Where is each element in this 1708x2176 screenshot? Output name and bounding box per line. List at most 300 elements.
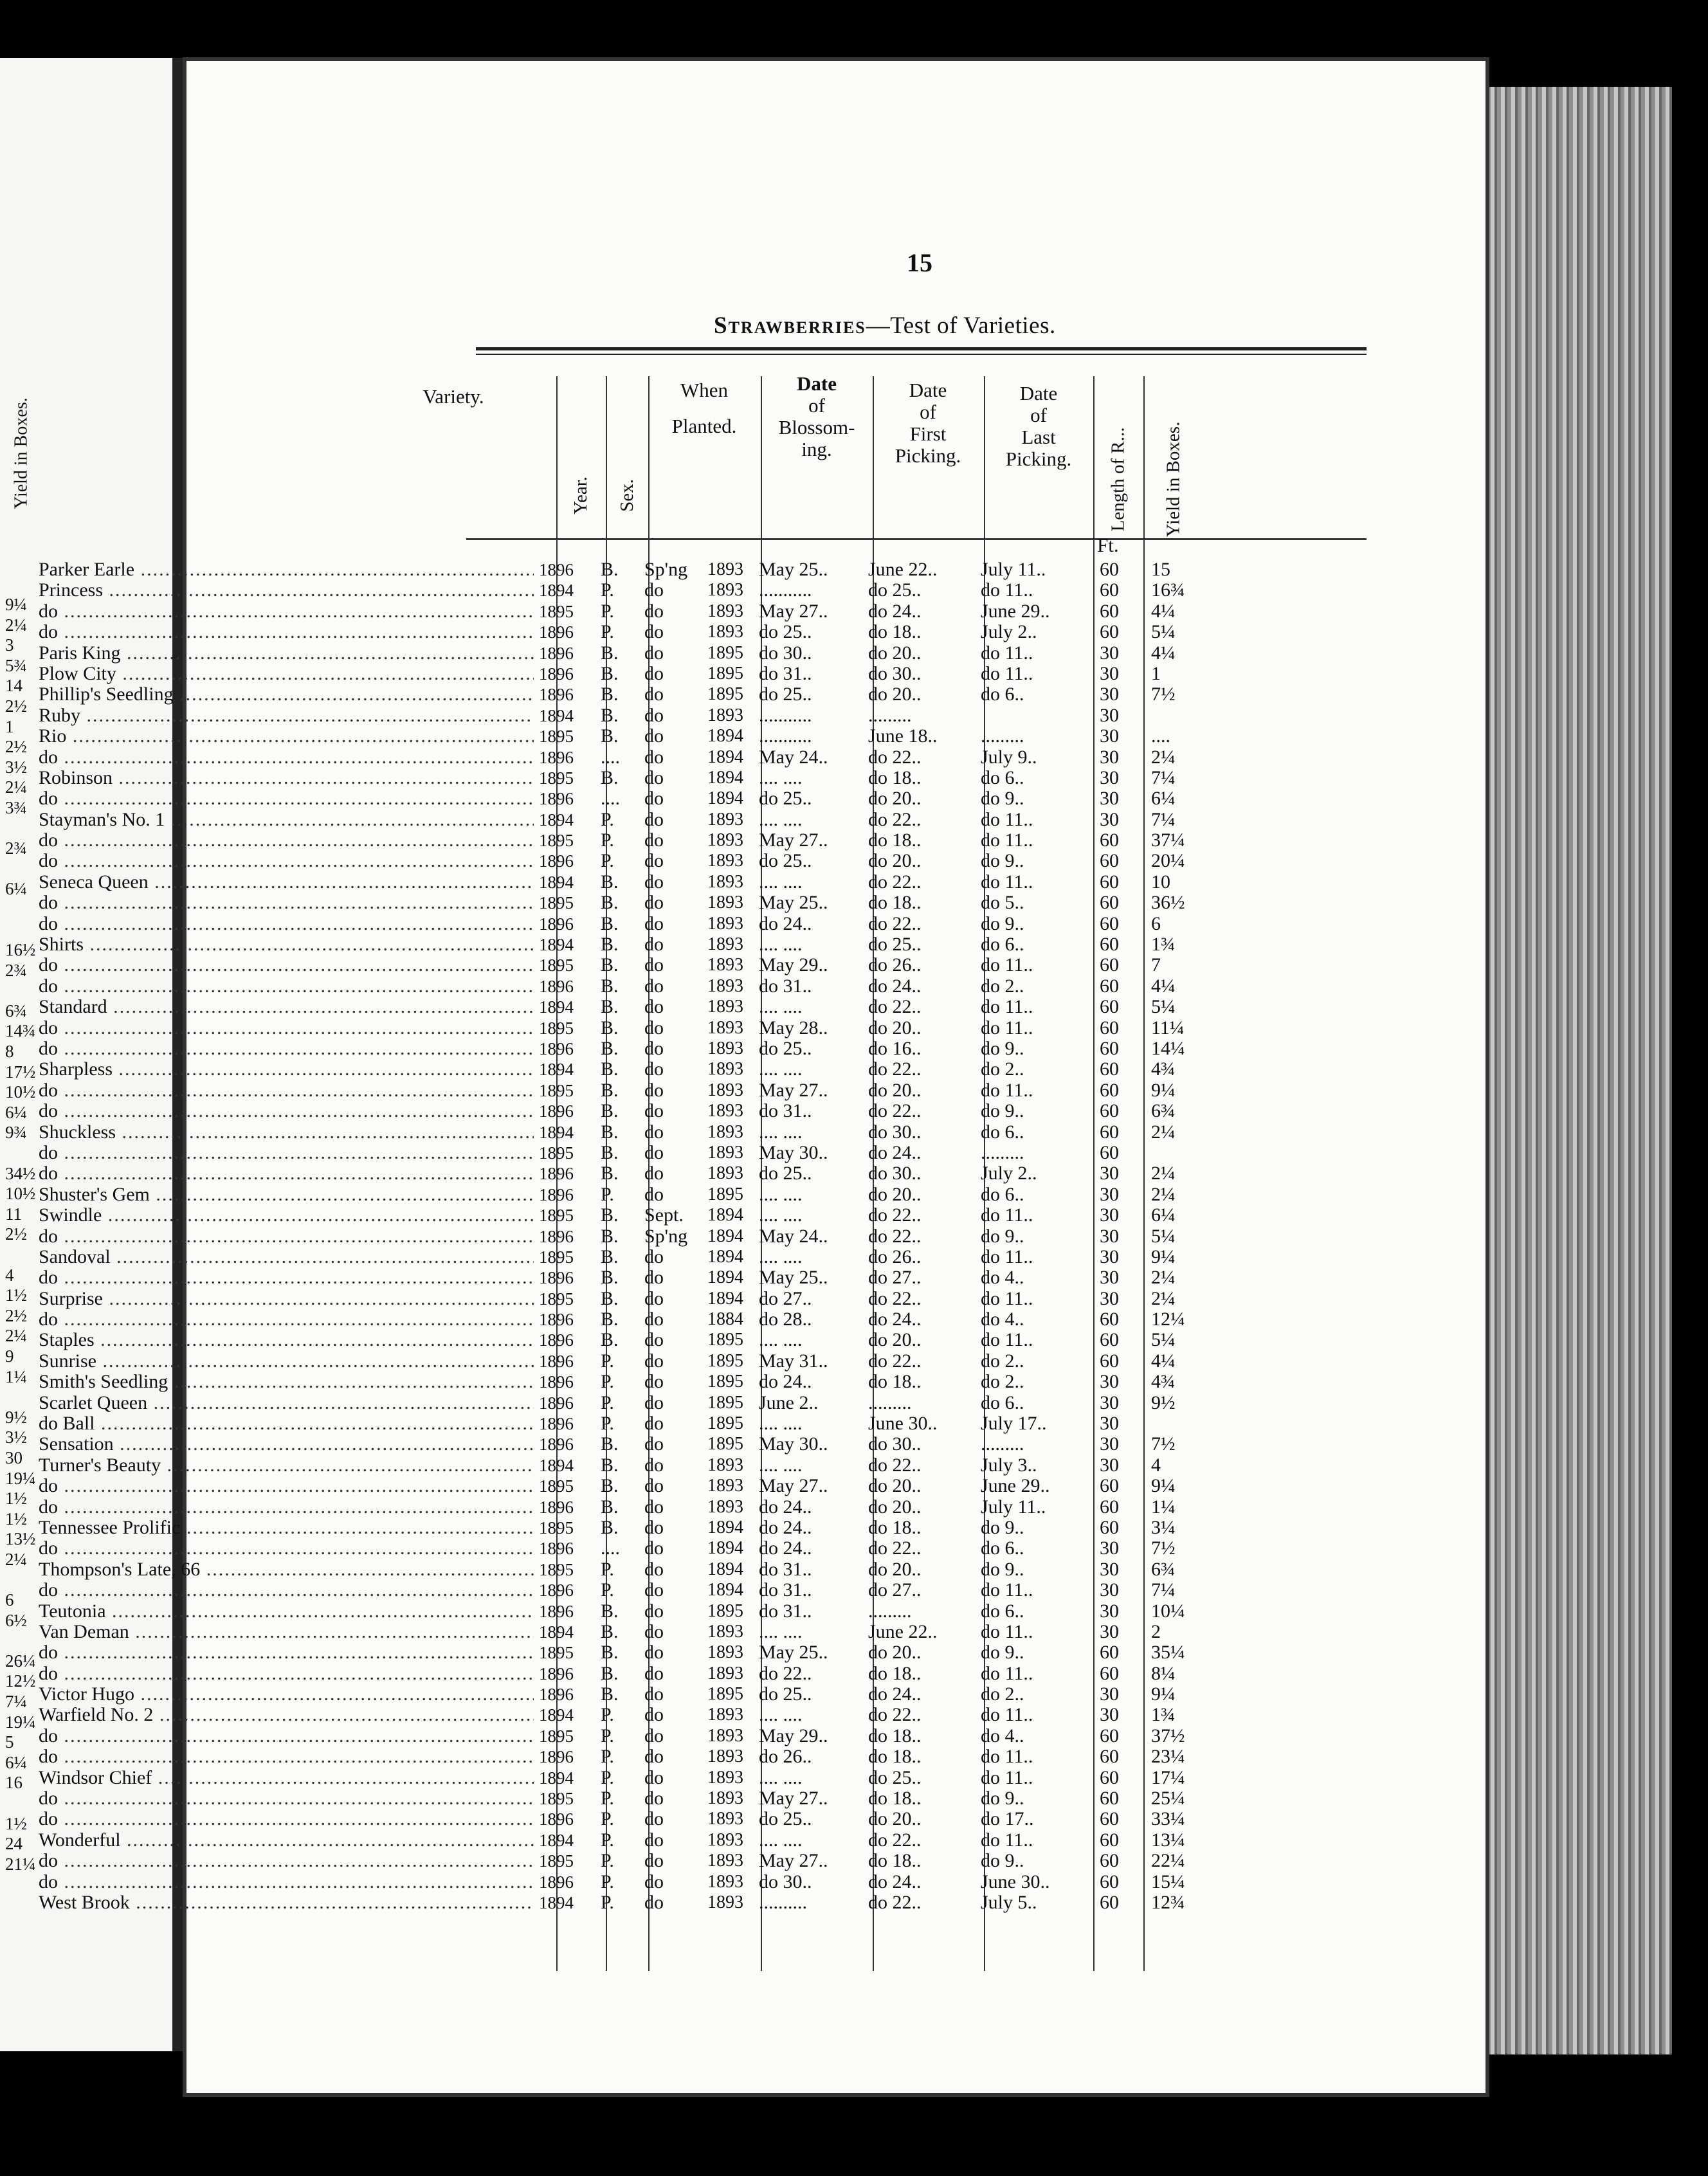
cell-length: 60: [1100, 1079, 1119, 1101]
cell-variety: Staples .....: [39, 1330, 534, 1350]
cell-length: 60: [1100, 1475, 1119, 1497]
cell-planted: do: [644, 1475, 664, 1497]
cell-variety: Paris King .....: [39, 643, 534, 664]
cell-first-picking: do 20..: [868, 684, 922, 705]
cell-length: 60: [1100, 1746, 1119, 1768]
cell-planted: do: [644, 996, 664, 1018]
table-row: [0, 1184, 1299, 1205]
cell-variety: do .....: [39, 851, 534, 871]
cell-length: 30: [1100, 1371, 1119, 1393]
cell-variety: Turner's Beauty .....: [39, 1455, 534, 1476]
table-row: [0, 1809, 1299, 1829]
cell-planted-year: 1893: [707, 705, 743, 725]
table-row: [0, 1684, 1299, 1705]
cell-length: 60: [1100, 1329, 1119, 1351]
cell-planted-year: 1893: [707, 601, 743, 621]
table-row: [0, 1038, 1299, 1059]
cell-yield: 36½: [1151, 892, 1185, 914]
table-row: [0, 1788, 1299, 1809]
table-row: [0, 955, 1299, 975]
cell-blossoming: .... ....: [759, 1620, 803, 1642]
cell-variety: do .....: [39, 1788, 534, 1809]
cell-last-picking: do 9..: [981, 1788, 1024, 1809]
cell-planted-year: 1895: [707, 1684, 743, 1705]
cell-planted: do: [644, 1496, 664, 1518]
cell-planted-year: 1894: [707, 1559, 743, 1579]
cell-blossoming: do 25..: [759, 1683, 812, 1705]
cell-yield: 37½: [1151, 1725, 1185, 1746]
left-margin-value: 1: [5, 716, 14, 736]
cell-first-picking: do 20..: [868, 1017, 922, 1038]
table-row: [0, 684, 1299, 705]
cell-year: 1894: [539, 997, 574, 1017]
left-margin-value: 2½: [5, 1224, 27, 1244]
cell-sex: P.: [601, 1350, 614, 1372]
cell-planted-year: 1895: [707, 1413, 743, 1434]
cell-first-picking: do 25..: [868, 1766, 922, 1788]
cell-yield: 7½: [1151, 1433, 1176, 1455]
cell-planted-year: 1893: [707, 1080, 743, 1100]
left-margin-value: 11: [5, 1204, 22, 1224]
cell-last-picking: June 29..: [981, 1475, 1050, 1497]
cell-planted: do: [644, 892, 664, 914]
header-yield: [1145, 402, 1203, 556]
cell-length: 30: [1100, 766, 1119, 788]
cell-planted: do: [644, 600, 664, 622]
cell-planted: do: [644, 1433, 664, 1455]
cell-yield: 7¼: [1151, 766, 1176, 788]
cell-first-picking: do 20..: [868, 788, 922, 810]
cell-length: 30: [1100, 662, 1119, 684]
cell-planted: do: [644, 621, 664, 643]
cell-variety: Ruby .....: [39, 705, 534, 726]
cell-year: 1896: [539, 1414, 574, 1434]
cell-first-picking: do 20..: [868, 1808, 922, 1830]
cell-length: 30: [1100, 808, 1119, 830]
table-row: [0, 1580, 1299, 1600]
cell-year: 1896: [539, 1310, 574, 1330]
cell-planted-year: 1895: [707, 1184, 743, 1204]
cell-sex: P.: [601, 1829, 614, 1851]
cell-variety: do .....: [39, 1726, 534, 1746]
left-margin-value: 14¾: [5, 1021, 36, 1041]
table-row: [0, 810, 1299, 830]
cell-first-picking: do 18..: [868, 1662, 922, 1684]
cell-variety: do .....: [39, 1476, 534, 1496]
cell-blossoming: do 24..: [759, 1516, 812, 1538]
cell-blossoming: do 25..: [759, 788, 812, 810]
title-smallcaps: Strawberries: [714, 313, 866, 339]
cell-variety: Teutonia .....: [39, 1601, 534, 1622]
cell-variety: do .....: [39, 1809, 534, 1829]
left-margin-value: 19¼: [5, 1712, 36, 1732]
cell-sex: B.: [601, 975, 619, 997]
cell-first-picking: do 20..: [868, 642, 922, 664]
cell-yield: 9¼: [1151, 1079, 1176, 1101]
cell-first-picking: do 30..: [868, 1121, 922, 1143]
cell-planted: do: [644, 850, 664, 872]
page-title: [714, 312, 1056, 340]
cell-last-picking: do 6..: [981, 1392, 1024, 1413]
table-row: [0, 1372, 1299, 1392]
cell-sex: B.: [601, 1433, 619, 1455]
cell-last-picking: July 11..: [981, 1496, 1046, 1518]
cell-sex: P.: [601, 579, 614, 601]
left-margin-value: 10½: [5, 1184, 36, 1204]
cell-yield: 5¼: [1151, 996, 1176, 1018]
header-yield-text: Yield in Boxes.: [1163, 421, 1184, 537]
cell-planted-year: 1893: [707, 997, 743, 1017]
table-row: [0, 747, 1299, 768]
cell-year: 1896: [539, 1330, 574, 1350]
cell-blossoming: do 31..: [759, 975, 812, 997]
cell-planted-year: 1894: [707, 1246, 743, 1267]
left-margin-value: 9¼: [5, 595, 27, 614]
cell-yield: 4¼: [1151, 975, 1176, 997]
cell-planted: do: [644, 1183, 664, 1205]
cell-variety: do .....: [39, 788, 534, 809]
cell-year: 1895: [539, 727, 574, 747]
cell-sex: B.: [601, 1037, 619, 1059]
cell-length: 60: [1100, 1662, 1119, 1684]
cell-first-picking: do 24..: [868, 1683, 922, 1705]
left-margin-value: 6½: [5, 1610, 27, 1630]
table-row: [0, 1518, 1299, 1538]
cell-first-picking: June 22..: [868, 559, 938, 580]
cell-planted: do: [644, 1246, 664, 1267]
cell-last-picking: do 2..: [981, 1683, 1024, 1705]
table-row: [0, 1434, 1299, 1455]
cell-sex: B.: [601, 704, 619, 726]
cell-planted: do: [644, 1808, 664, 1830]
cell-planted-year: 1893: [707, 871, 743, 892]
cell-blossoming: .... ....: [759, 934, 803, 956]
cell-blossoming: May 25..: [759, 1642, 828, 1664]
cell-planted: do: [644, 1683, 664, 1705]
cell-variety: do Ball .....: [39, 1413, 534, 1434]
cell-planted: Sp'ng: [644, 559, 688, 580]
cell-year: 1895: [539, 1726, 574, 1746]
cell-sex: ....: [601, 788, 620, 810]
cell-blossoming: May 24..: [759, 1225, 828, 1247]
cell-planted: do: [644, 1537, 664, 1559]
cell-blossoming: May 28..: [759, 1017, 828, 1038]
cell-length: 60: [1100, 559, 1119, 580]
cell-length: 60: [1100, 996, 1119, 1018]
cell-planted: do: [644, 1267, 664, 1289]
table-row: [0, 643, 1299, 664]
table-row: [0, 1018, 1299, 1038]
cell-last-picking: do 11..: [981, 1246, 1033, 1267]
cell-planted-year: 1893: [707, 1496, 743, 1517]
left-margin-value: 13½: [5, 1529, 36, 1549]
cell-last-picking: do 6..: [981, 766, 1024, 788]
cell-planted: do: [644, 1309, 664, 1330]
cell-sex: B.: [601, 871, 619, 893]
cell-planted-year: 1894: [707, 1580, 743, 1600]
cell-variety: do .....: [39, 1497, 534, 1518]
cell-sex: P.: [601, 1558, 614, 1580]
cell-blossoming: do 25..: [759, 1808, 812, 1830]
cell-planted-year: 1893: [707, 1725, 743, 1746]
table-row: [0, 1705, 1299, 1725]
cell-yield: 23¼: [1151, 1746, 1185, 1768]
table-row: [0, 1351, 1299, 1372]
cell-planted: do: [644, 746, 664, 768]
cell-length: 30: [1100, 1267, 1119, 1289]
table-row: [0, 1267, 1299, 1288]
cell-yield: 14¼: [1151, 1037, 1185, 1059]
cell-blossoming: do 31..: [759, 1579, 812, 1601]
cell-length: 60: [1100, 579, 1119, 601]
left-margin-value: 21¼: [5, 1854, 36, 1874]
cell-blossoming: .... ....: [759, 1704, 803, 1726]
cell-planted: do: [644, 975, 664, 997]
cell-planted-year: 1894: [707, 1205, 743, 1226]
cell-year: 1896: [539, 1747, 574, 1767]
cell-planted-year: 1895: [707, 1392, 743, 1413]
cell-length: 30: [1100, 1204, 1119, 1226]
cell-variety: Van Deman .....: [39, 1622, 534, 1642]
cell-year: 1895: [539, 768, 574, 788]
cell-last-picking: do 11..: [981, 1662, 1033, 1684]
table-row: [0, 1101, 1299, 1121]
cell-year: 1894: [539, 1830, 574, 1850]
left-margin-value: 2¼: [5, 615, 27, 635]
header-length: [1095, 408, 1142, 550]
table-row: [0, 1143, 1299, 1163]
cell-first-picking: do 20..: [868, 1329, 922, 1351]
cell-planted: do: [644, 704, 664, 726]
cell-sex: P.: [601, 1746, 614, 1768]
cell-length: 30: [1100, 1683, 1119, 1705]
cell-yield: 2¼: [1151, 746, 1176, 768]
cell-variety: do .....: [39, 1080, 534, 1101]
cell-planted: do: [644, 1829, 664, 1851]
cell-blossoming: May 25..: [759, 559, 828, 580]
left-margin-value: 5: [5, 1732, 14, 1752]
cell-sex: B.: [601, 1204, 619, 1226]
header-last-line1: Date: [1019, 382, 1058, 404]
cell-planted-year: 1893: [707, 893, 743, 913]
left-margin-value: 24: [5, 1834, 23, 1854]
cell-last-picking: do 6..: [981, 684, 1024, 705]
cell-planted-year: 1893: [707, 1621, 743, 1642]
cell-sex: P.: [601, 1392, 614, 1413]
cell-planted: do: [644, 1121, 664, 1143]
left-margin-value: 1½: [5, 1813, 27, 1833]
cell-year: 1896: [539, 1393, 574, 1413]
cell-year: 1896: [539, 976, 574, 996]
cell-yield: 7: [1151, 954, 1161, 976]
cell-first-picking: do 22..: [868, 871, 922, 893]
cell-year: 1894: [539, 1893, 574, 1912]
left-margin-value: 30: [5, 1447, 23, 1467]
left-margin-value: 9: [5, 1346, 14, 1366]
cell-sex: B.: [601, 1058, 619, 1080]
cell-sex: B.: [601, 1121, 619, 1143]
cell-year: 1896: [539, 664, 574, 684]
header-blossom-line3: Blossom-: [778, 416, 855, 439]
cell-blossoming: do 25..: [759, 850, 812, 872]
cell-year: 1896: [539, 1351, 574, 1371]
header-last-line3: Picking.: [1005, 448, 1072, 470]
cell-variety: Shirts .....: [39, 934, 534, 955]
cell-first-picking: do 22..: [868, 1225, 922, 1247]
cell-blossoming: May 29..: [759, 1725, 828, 1746]
cell-length: 60: [1100, 1141, 1119, 1163]
cell-planted: do: [644, 1725, 664, 1746]
cell-year: 1894: [539, 1060, 574, 1080]
cell-last-picking: do 9..: [981, 1037, 1024, 1059]
cell-variety: do .....: [39, 914, 534, 934]
cell-year: 1896: [539, 1581, 574, 1600]
left-margin-value: 3¾: [5, 797, 27, 817]
cell-last-picking: do 9..: [981, 788, 1024, 810]
cell-first-picking: do 22..: [868, 1058, 922, 1080]
cell-variety: Sharpless .....: [39, 1059, 534, 1080]
cell-blossoming: do 24..: [759, 912, 812, 934]
cell-sex: B.: [601, 1662, 619, 1684]
left-margin-value: 1½: [5, 1509, 27, 1528]
cell-sex: P.: [601, 1579, 614, 1601]
cell-planted-year: 1894: [707, 788, 743, 809]
cell-year: 1896: [539, 1685, 574, 1705]
cell-first-picking: do 18..: [868, 621, 922, 643]
cell-last-picking: do 11..: [981, 642, 1033, 664]
cell-variety: do .....: [39, 1642, 534, 1663]
cell-yield: 9½: [1151, 1392, 1176, 1413]
cell-planted: do: [644, 808, 664, 830]
cell-year: 1895: [539, 1559, 574, 1579]
cell-length: 60: [1100, 600, 1119, 622]
cell-sex: B.: [601, 1309, 619, 1330]
cell-blossoming: .... ....: [759, 1204, 803, 1226]
cell-blossoming: May 29..: [759, 954, 828, 976]
left-margin-value: 2¼: [5, 1326, 27, 1346]
cell-length: 60: [1100, 1850, 1119, 1872]
cell-planted: do: [644, 1350, 664, 1372]
cell-planted-year: 1893: [707, 1059, 743, 1080]
left-margin-value: 6¼: [5, 879, 27, 899]
cell-first-picking: do 24..: [868, 600, 922, 622]
cell-last-picking: do 9..: [981, 1225, 1024, 1247]
cell-sex: B.: [601, 766, 619, 788]
cell-blossoming: .... ....: [759, 1413, 803, 1435]
cell-planted: do: [644, 579, 664, 601]
cell-length: 60: [1100, 1642, 1119, 1664]
cell-blossoming: ...........: [759, 725, 812, 747]
header-length-text: Length of R...: [1107, 427, 1129, 531]
cell-last-picking: July 17..: [981, 1413, 1047, 1435]
cell-variety: do .....: [39, 976, 534, 997]
header-first-line2: of: [920, 401, 936, 423]
left-margin-value: 2½: [5, 696, 27, 716]
cell-last-picking: do 9..: [981, 912, 1024, 934]
cell-year: 1896: [539, 914, 574, 934]
cell-sex: B.: [601, 1475, 619, 1497]
table-row: [0, 851, 1299, 871]
cell-blossoming: do 27..: [759, 1287, 812, 1309]
cell-last-picking: do 9..: [981, 1100, 1024, 1122]
cell-planted: do: [644, 1892, 664, 1913]
cell-planted: do: [644, 1371, 664, 1393]
table-row: [0, 997, 1299, 1017]
cell-yield: 5¼: [1151, 1225, 1176, 1247]
cell-year: 1896: [539, 643, 574, 663]
table-row: [0, 1122, 1299, 1143]
cell-yield: 2: [1151, 1620, 1161, 1642]
cell-planted-year: 1894: [707, 726, 743, 747]
cell-first-picking: do 26..: [868, 1246, 922, 1267]
cell-planted: do: [644, 1079, 664, 1101]
cell-first-picking: June 22..: [868, 1620, 938, 1642]
cell-yield: 10: [1151, 871, 1170, 893]
cell-blossoming: May 27..: [759, 600, 828, 622]
cell-planted-year: 1893: [707, 975, 743, 996]
cell-planted: do: [644, 788, 664, 810]
cell-variety: do .....: [39, 1038, 534, 1059]
cell-sex: P.: [601, 1788, 614, 1809]
cell-planted-year: 1893: [707, 1455, 743, 1475]
cell-planted: do: [644, 954, 664, 976]
header-first-picking: [873, 379, 983, 467]
cell-sex: B.: [601, 1225, 619, 1247]
cell-yield: 2¼: [1151, 1267, 1176, 1289]
left-margin-value: 2¼: [5, 1549, 27, 1569]
cell-length: 30: [1100, 1433, 1119, 1455]
cell-variety: Surprise .....: [39, 1289, 534, 1309]
cell-blossoming: May 24..: [759, 746, 828, 768]
cell-last-picking: June 30..: [981, 1871, 1050, 1892]
cell-planted: do: [644, 934, 664, 956]
cell-first-picking: do 25..: [868, 579, 922, 601]
cell-sex: B.: [601, 1017, 619, 1038]
cell-blossoming: do 31..: [759, 1100, 812, 1122]
cell-length: 30: [1100, 1225, 1119, 1247]
cell-variety: do .....: [39, 1538, 534, 1559]
cell-blossoming: do 25..: [759, 1163, 812, 1184]
header-last-picking: [985, 383, 1092, 470]
header-sex-text: Sex.: [616, 478, 637, 512]
cell-year: 1895: [539, 1789, 574, 1809]
left-margin-value: 14: [5, 676, 23, 696]
cell-planted-year: 1884: [707, 1309, 743, 1330]
header-planted-line1: When: [680, 379, 729, 401]
table-row: [0, 726, 1299, 747]
cell-variety: do .....: [39, 622, 534, 642]
cell-last-picking: do 11..: [981, 1704, 1033, 1726]
cell-first-picking: do 18..: [868, 892, 922, 914]
cell-planted-year: 1895: [707, 1350, 743, 1371]
cell-blossoming: ..........: [759, 1892, 807, 1913]
cell-planted-year: 1894: [707, 1226, 743, 1246]
cell-sex: B.: [601, 912, 619, 934]
cell-planted-year: 1895: [707, 1600, 743, 1621]
cell-sex: B.: [601, 892, 619, 914]
cell-last-picking: July 5..: [981, 1892, 1037, 1913]
cell-yield: 13¼: [1151, 1829, 1185, 1851]
cell-last-picking: July 2..: [981, 1163, 1037, 1184]
header-first-line3: First: [909, 422, 947, 445]
cell-last-picking: do 9..: [981, 1558, 1024, 1580]
cell-year: 1895: [539, 893, 574, 913]
cell-variety: do .....: [39, 1267, 534, 1288]
cell-variety: Sandoval .....: [39, 1247, 534, 1267]
cell-year: 1896: [539, 560, 574, 579]
cell-first-picking: do 18..: [868, 1516, 922, 1538]
cell-planted-year: 1893: [707, 1829, 743, 1850]
